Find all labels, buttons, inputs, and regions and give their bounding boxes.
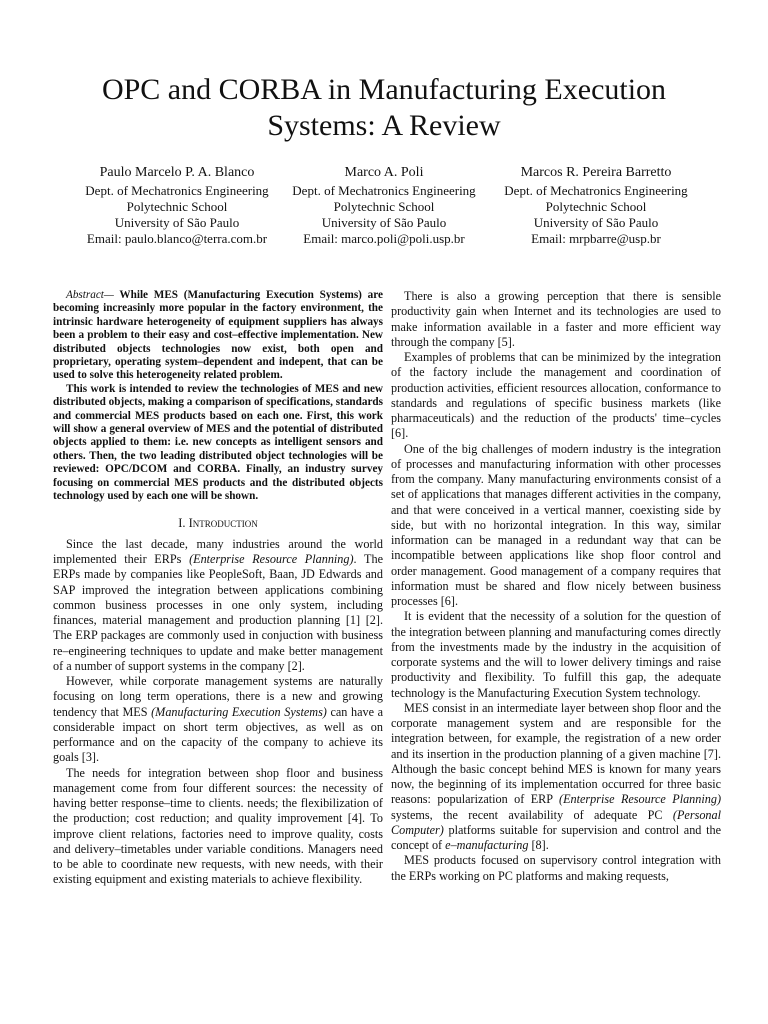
intro-paragraph-7: It is evident that the necessity of a solution for the question of the integration between planning and manufacturing comes directly from the investments made by the industry in the acquisition of corporate systems and the will to lower delivery timings and raise productivity and flexibility. To fulfill this gap, the adequate technology is the Manufacturing Execution System technology. (391, 609, 721, 700)
intro-p8-text-b: systems, the recent availability of adequate PC (391, 807, 673, 822)
author-university: University of São Paulo (533, 215, 659, 230)
author-name: Marcos R. Pereira Barretto (520, 165, 672, 180)
abstract-paragraph-2: This work is intended to review the technologies of MES and new distributed objects, making a comparison of specifications, standards and commercial MES products based on each one. First, this work will show a general overview of MES and the potential of distributed objects applied to them: i.e. new concepts as intelligent sensors and others. Then, the two leading distributed object technologies will be reviewed: OPC/DCOM and CORBA. Finally, an industry survey focusing on commercial MES products and the distributed objects technology used by each one will be shown. (53, 382, 383, 503)
author-dept: Dept. of Mechatronics Engineering (85, 183, 269, 198)
intro-paragraph-4: There is also a growing perception that there is sensible productivity gain when Internet and its technologies are used to make information available in a faster and more efficient way through the company [5]. (391, 289, 721, 349)
author-school: Polytechnic School (333, 199, 435, 214)
author-university: University of São Paulo (321, 215, 447, 230)
author-university: University of São Paulo (114, 215, 240, 230)
abstract-text-1: While MES (Manufacturing Execution Systems) are becoming increasinly more popular in the factory environment, the intrinsic hardware heterogeneity of equipment suppliers has always been a problem to their easy and cost–effective implementation. New distributed objects technologies now exist, both open and proprietary, operating system–dependent and indepent, that can be used to solve this heterogeneity related problem. (53, 289, 383, 382)
intro-paragraph-8 (391, 701, 721, 854)
intro-paragraph-2 (53, 674, 383, 766)
intro-paragraph-9: MES products focused on supervisory control integration with the ERPs working on PC platforms and making requests, (391, 853, 721, 883)
intro-paragraph-6: One of the big challenges of modern industry is the integration of processes and manufacturing information with other processes from the company. Many manufacturing environments consist of a set of applications that manages different activities in the company, and that were conceived in a vertical manner, coexisting side by side, but with no horizontal integration. In this way, similar information can be managed in a redundant way that can be incompatible between applications like shop floor control and order management. Good management of a company requires that information must be shared and flow nicely between business processes [6]. (391, 441, 721, 608)
author-dept: Dept. of Mechatronics Engineering (292, 183, 476, 198)
intro-p8-emphasis-2: (Personal Computer) (391, 807, 721, 837)
author-school: Polytechnic School (126, 199, 228, 214)
intro-p8-text-d: [8]. (528, 838, 549, 852)
paper-title-line2: Systems: A Review (267, 109, 501, 142)
author-name: Paulo Marcelo P. A. Blanco (99, 165, 255, 180)
intro-paragraph-1 (53, 537, 383, 674)
abstract-paragraph-1 (53, 289, 383, 383)
intro-p2-emphasis: (Manufacturing Execution Systems) (151, 704, 327, 719)
intro-p1-text-a: Since the last decade, many industries around the world implemented their ERPs (53, 536, 383, 566)
author-1 (62, 164, 292, 247)
intro-p2-text-a: However, while corporate management systems are naturally focusing on long term operations, there is a new and growing tendency that MES (53, 674, 383, 719)
intro-p8-emphasis-3: e–manufacturing (445, 838, 529, 852)
intro-paragraph-3: The needs for integration between shop floor and business management come from four different sources: the necessity of having better response–time to clients. needs; the flexibilization of the production; cost reduction; and quality improvement [4]. To improve client relations, factories need to improve quality, costs and delivery–timetables under variable conditions. Managers need to be able to coordinate new requests, with new needs, with their existing equipment and existing materials to achieve flexibility. (53, 765, 383, 887)
author-email: Email: marco.poli@poli.usp.br (303, 231, 465, 246)
author-dept: Dept. of Mechatronics Engineering (504, 183, 688, 198)
intro-p1-emphasis: (Enterprise Resource Planning) (189, 552, 354, 566)
author-3 (478, 164, 714, 247)
author-email: Email: mrpbarre@usp.br (531, 231, 661, 246)
section-heading-introduction: I. Introduction (178, 515, 258, 530)
right-column (391, 289, 721, 884)
intro-paragraph-5: Examples of problems that can be minimized by the integration of the factory include the management and coordination of production activities, efficient resources allocation, conformance to standards and regulations of specific business markets (like pharmaceuticals) and the reduction of the products' time–cycles [6]. (391, 350, 721, 441)
intro-p2-text-b: can have a considerable impact on short term objectives, as well as on performance and on the capacity of the company to achieve its goals [3]. (53, 704, 383, 765)
abstract-label: Abstract— (66, 289, 114, 301)
paper-title (0, 72, 768, 144)
author-email: Email: paulo.blanco@terra.com.br (86, 231, 268, 246)
intro-p8-emphasis-1: (Enterprise Resource Planning) (559, 792, 721, 807)
author-2 (282, 164, 486, 247)
intro-p8-text-c: platforms suitable for supervision and control and the concept of (391, 822, 721, 852)
paper-title-line1: OPC and CORBA in Manufacturing Execution (101, 73, 667, 106)
author-block (0, 164, 768, 248)
left-column (53, 289, 383, 888)
author-name: Marco A. Poli (344, 165, 424, 180)
author-school: Polytechnic School (545, 199, 647, 214)
intro-p8-text-a: MES consist in an intermediate layer between shop floor and the corporate management system and are responsible for the integration between, for example, the registration of a new order and its insertion in the production planning of a given machine [7]. Although the basic concept behind MES is known for many years now, the beginning of its implementation occurred for three basic reasons: popularization of ERP (391, 700, 721, 807)
intro-p1-text-b: . The ERPs made by companies like PeopleSoft, Baan, JD Edwards and SAP improved the integration between applications combining common business processes in one only system, including finances, material management and production planning [1] [2]. The ERP packages are commonly used in conjuction with business re–engineering techniques to update and make better management of a number of support systems in the company [2]. (53, 552, 383, 673)
